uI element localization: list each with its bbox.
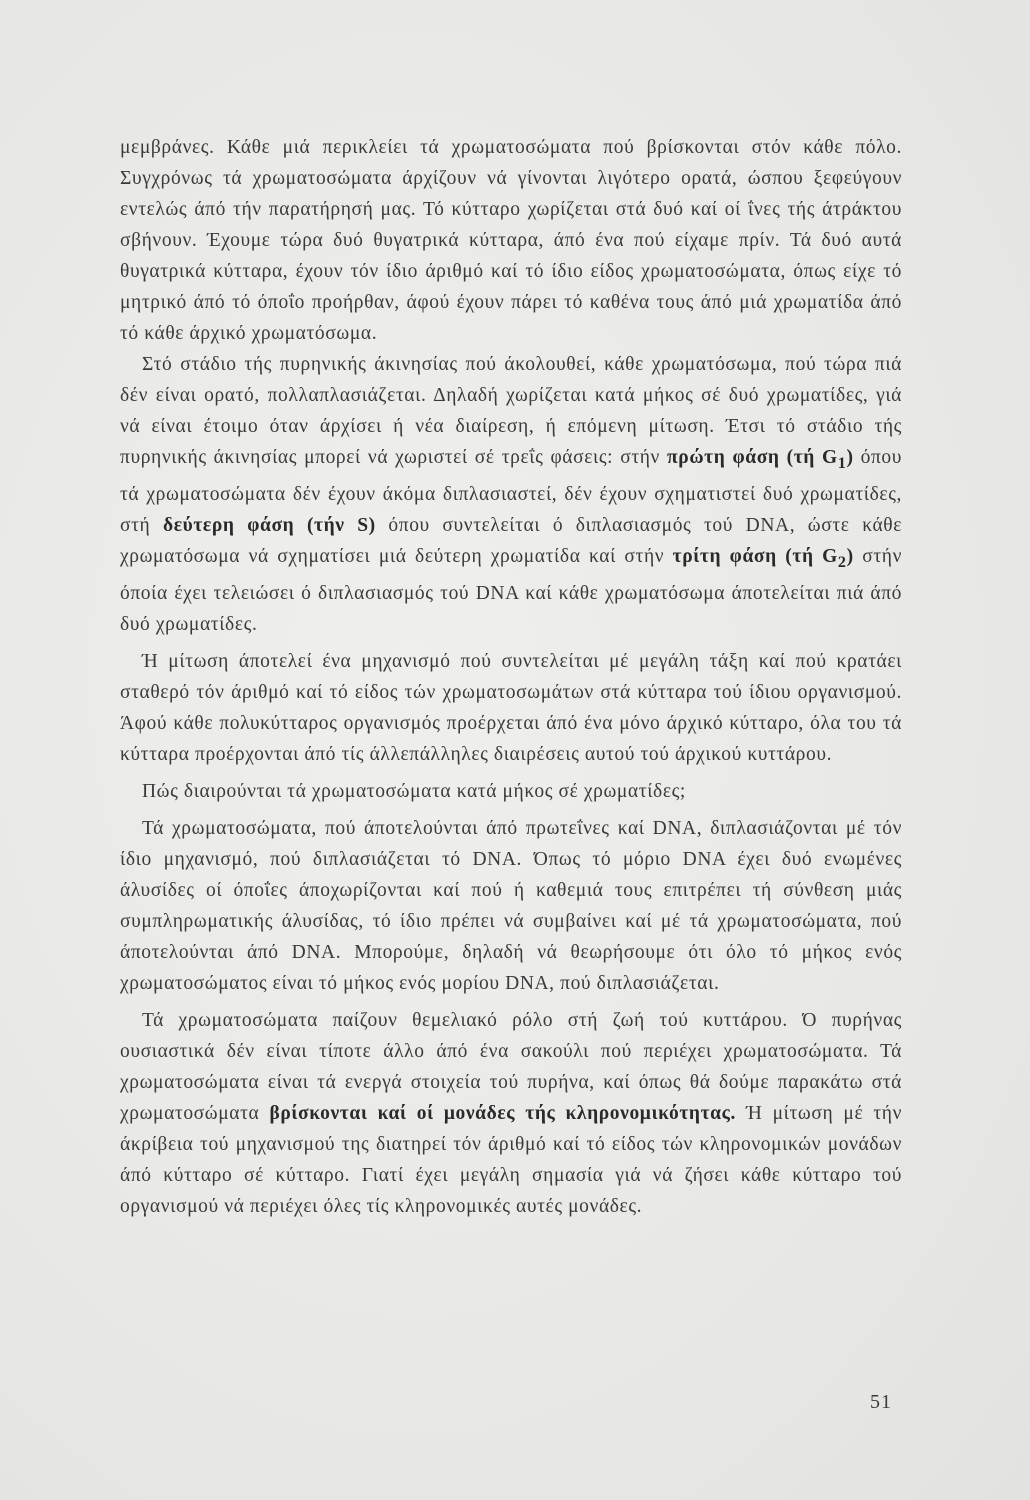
paragraph-2 — [120, 349, 902, 640]
paragraph-3 — [120, 646, 902, 770]
body-text — [120, 132, 902, 1222]
term-second-phase: δεύτερη φάση (τήν S) — [162, 514, 376, 536]
paragraph-3-text: Ή μίτωση άποτελεί ένα μηχανισμό πού συντελείται μέ μεγάλη τάξη καί πού κρατάει σταθερό τόν άριθμό καί τό είδος τών χρωματοσωμάτων στά κύτταρα τού ίδιου οργανισμού. Άφού κάθε πολυκύτταρος οργανισμός προέρχεται άπό ένα μόνο άρχικό κύτταρο, όλα του τά κύτταρα προέρχονται άπό τίς άλλεπάλληλες διαιρέσεις αυτού τού άρχικού κυττάρου. — [120, 650, 902, 765]
term-first-phase-close: ) — [846, 447, 854, 468]
paragraph-5 — [120, 813, 902, 999]
paragraph-5-text: Τά χρωματοσώματα, πού άποτελούνται άπό πρωτεΐνες καί DNA, διπλασιάζονται μέ τόν ίδιο μηχανισμό, πού διπλασιάζεται τό DNA. Όπως τό μόριο DNA έχει δυό ενωμένες άλυσίδες οί όποΐες άποχωρίζονται καί πού ή καθεμιά τους επιτρέπει τή σύνθεση μιάς συμπληρωματικής άλυσίδας, τό ίδιο πρέπει νά συμβαίνει καί μέ τά χρωματοσώματα, πού άποτελούνται άπό DNA. Μπορούμε, δηλαδή νά θεωρήσουμε ότι όλο τό μήκος ενός χρωματοσώματος είναι τό μήκος ενός μορίου DNA, πού διπλασιάζεται. — [120, 817, 902, 994]
paragraph-2-text-d: στήν όποία έχει τελειώσει ό διπλασιασμός τού DNA καί κάθε χρωματόσωμα άποτελείται πιά άπό δυό χρωματίδες. — [120, 545, 902, 635]
paragraph-1 — [120, 132, 902, 349]
paragraph-4-text: Πώς διαιρούνται τά χρωματοσώματα κατά μήκος σέ χρωματίδες; — [142, 780, 686, 802]
term-hereditary-units: βρίσκονται καί οί μονάδες τής κληρονομικότητας. — [269, 1102, 736, 1124]
paragraph-2-text-b: όπου τά χρωματοσώματα δέν έχουν άκόμα διπλασιαστεί, δέν έχουν σχηματιστεί δυό χρωματίδες, στή — [120, 447, 902, 536]
term-third-phase-label: τρίτη φάση (τή G — [672, 545, 838, 567]
page-number: 51 — [870, 1391, 892, 1413]
paragraph-6 — [120, 1005, 902, 1222]
term-third-phase — [672, 545, 854, 571]
term-third-phase-close: ) — [846, 545, 854, 567]
term-first-phase-label: πρώτη φάση (τή G — [667, 447, 838, 468]
term-first-phase — [667, 447, 854, 472]
paragraph-6-text-b: Ή μίτωση μέ τήν άκρίβεια τού μηχανισμού της διατηρεί τόν άριθμό καί τό είδος τών κληρονομικών μονάδων άπό κύτταρο σέ κύτταρο. Γιατί έχει μεγάλη σημασία γιά νά ζήσει κάθε κύτταρο τού οργανισμού νά περιέχει όλες τίς κληρονομικές αυτές μονάδες. — [120, 1102, 903, 1217]
subscript-2: 2 — [837, 552, 847, 571]
paragraph-6-text-a: Τά χρωματοσώματα παίζουν θεμελιακό ρόλο στή ζωή τού κυττάρου. Ό πυρήνας ουσιαστικά δέν είναι τίποτε άλλο άπό ένα σακούλι πού περιέχει χρωματοσώματα. Τά χρωματοσώματα είναι τά ενεργά στοιχεία τού πυρήνα, καί όπως θά δούμε παρακάτω στά χρωματοσώματα — [120, 1009, 902, 1124]
paragraph-2-text-c: όπου συντελείται ό διπλασιασμός τού DNA, ώστε κάθε χρωματόσωμα νά σχηματίσει μιά δεύτερη χρωματίδα καί στήν — [120, 514, 902, 567]
paragraph-2-text-a: Στό στάδιο τής πυρηνικής άκινησίας πού άκολουθεί, κάθε χρωματόσωμα, πού τώρα πιά δέν είναι ορατό, πολλαπλασιάζεται. Δηλαδή χωρίζεται κατά μήκος σέ δυό χρωματίδες, γιά νά είναι έτοιμο όταν άρχίσει ή νέα διαίρεση, ή επόμενη μίτωση. Έτσι τό στάδιο τής πυρηνικής άκινησίας μπορεί νά χωριστεί σέ τρεΐς φάσεις: στήν — [120, 354, 902, 468]
paragraph-1-text: μεμβράνες. Κάθε μιά περικλείει τά χρωματοσώματα πού βρίσκονται στόν κάθε πόλο. Συγχρόνως τά χρωματοσώματα άρχίζουν νά γίνονται λιγότερο ορατά, ώσπου ξεφεύγουν εντελώς άπό τήν παρατήρησή μας. Τό κύτταρο χωρίζεται στά δυό καί οί ΐνες τής άτράκτου σβήνουν. Έχουμε τώρα δυό θυγατρικά κύτταρα, άπό ένα πού είχαμε πρίν. Τά δυό αυτά θυγατρικά κύτταρα, έχουν τόν ίδιο άριθμό καί τό ίδιο είδος χρωματοσώματα, όπως είχε τό μητρικό άπό τό όποΐο προήρθαν, άφού έχουν πάρει τό καθένα τους άπό μιά χρωματίδα άπό τό κάθε άρχικό χρωματόσωμα. — [120, 137, 902, 344]
paragraph-4 — [120, 776, 902, 807]
subscript-1: 1 — [837, 453, 847, 472]
